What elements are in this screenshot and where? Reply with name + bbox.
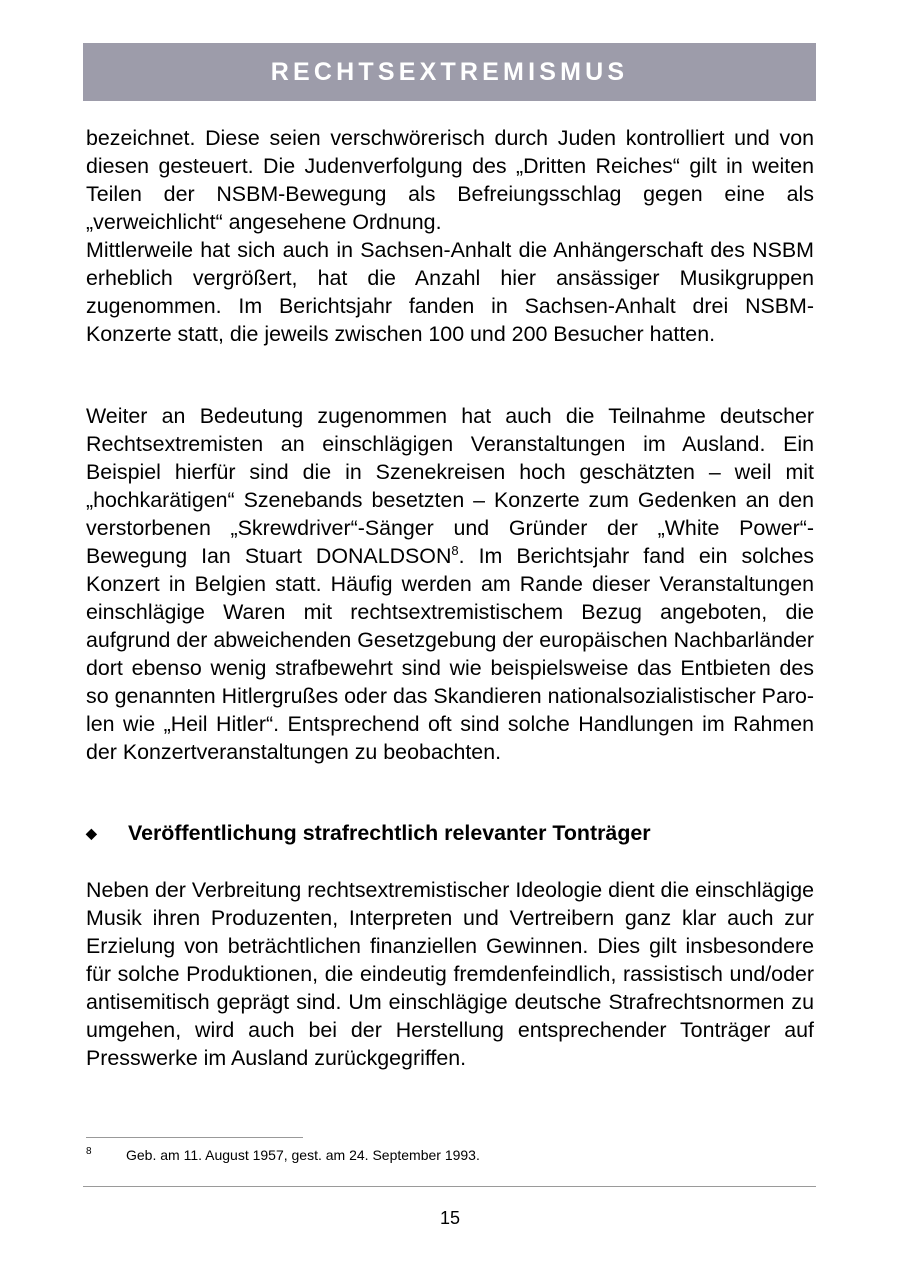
- running-header: [83, 43, 816, 101]
- footnote-text: Geb. am 11. August 1957, gest. am 24. September 1993.: [126, 1147, 480, 1163]
- footnote-mark: 8: [86, 1146, 92, 1157]
- paragraph-tontraeger-text: Neben der Verbreitung rechtsextremistischer Ideologie dient die einschlägige Musik ihren Produzenten, Interpreten und Vertreibern ganz klar auch zur Erzielung von beträchtlichen finanziellen Gewinnen. Dies gilt insbesondere für solche Produktionen, die eindeutig fremdenfeindlich, rassistisch und/oder antisemitisch geprägt sind. Um einschlägige deutsche Strafrechtsnormen zu umgehen, wird auch bei der Herstellung entsprechender Tonträger auf Presswerke im Ausland zurückgegriffen.: [86, 878, 814, 1070]
- running-header-title: RECHTSEXTREMISMUS: [270, 57, 629, 86]
- paragraph-ausland: [86, 402, 814, 766]
- paragraph-ausland-after: . Im Berichtsjahr fand ein solches Konzert in Belgien statt. Häufig werden am Rande dieser Veranstaltungen einschlägige Waren mit rechtsextremistischem Bezug angeboten, die aufgrund der abweichenden Gesetzgebung der europäischen Nachbarländer dort ebenso wenig strafbewehrt sind wie beispielsweise das Entbieten des so genannten Hitlergrußes oder das Skandieren nationalsozialistischer Parolen wie „Heil Hitler“. Entsprechend oft sind solche Handlungen im Rahmen der Konzertveranstaltungen zu beobachten.: [86, 544, 814, 764]
- footnote-reference[interactable]: 8: [451, 543, 459, 558]
- footnote-divider: [86, 1137, 303, 1138]
- footer-divider: [83, 1186, 816, 1187]
- paragraph-nsbm-part2: Mittlerweile hat sich auch in Sachsen-Anhalt die Anhängerschaft des NSBM erheblich vergrößert, hat die Anzahl hier ansässiger Musikgruppen zugenommen. Im Berichtsjahr fanden in Sachsen-Anhalt drei NSBM-Konzerte statt, die jeweils zwischen 100 und 200 Besucher hatten.: [86, 238, 814, 346]
- section-heading-text: Veröffentlichung strafrechtlich relevanter Tonträger: [128, 821, 651, 845]
- page-number: 15: [439, 1208, 461, 1228]
- diamond-bullet-icon: ◆: [86, 825, 97, 841]
- paragraph-tontraeger: [86, 876, 814, 1072]
- paragraph-nsbm-part1: bezeichnet. Diese seien verschwörerisch durch Juden kontrolliert und von diesen gesteuert. Die Judenverfolgung des „Dritten Reiches“ gilt in weiten Teilen der NSBM-Bewegung als Befreiungsschlag gegen eine als „verweichlicht“ angesehene Ordnung.: [86, 126, 814, 234]
- paragraph-nsbm: [86, 124, 814, 348]
- section-heading: [86, 818, 814, 848]
- paragraph-ausland-before: Weiter an Bedeutung zugenommen hat auch die Teilnahme deutscher Rechtsextremisten an einschlägigen Veranstaltungen im Ausland. Ein Beispiel hierfür sind die in Szenekreisen hoch geschätzten – weil mit „hochkarätigen“ Szenebands besetzten – Konzerte zum Gedenken an den verstorbenen „Skrewdriver“-Sänger und Gründer der „White Power“-Bewegung Ian Stuart DONALDSON: [86, 404, 814, 568]
